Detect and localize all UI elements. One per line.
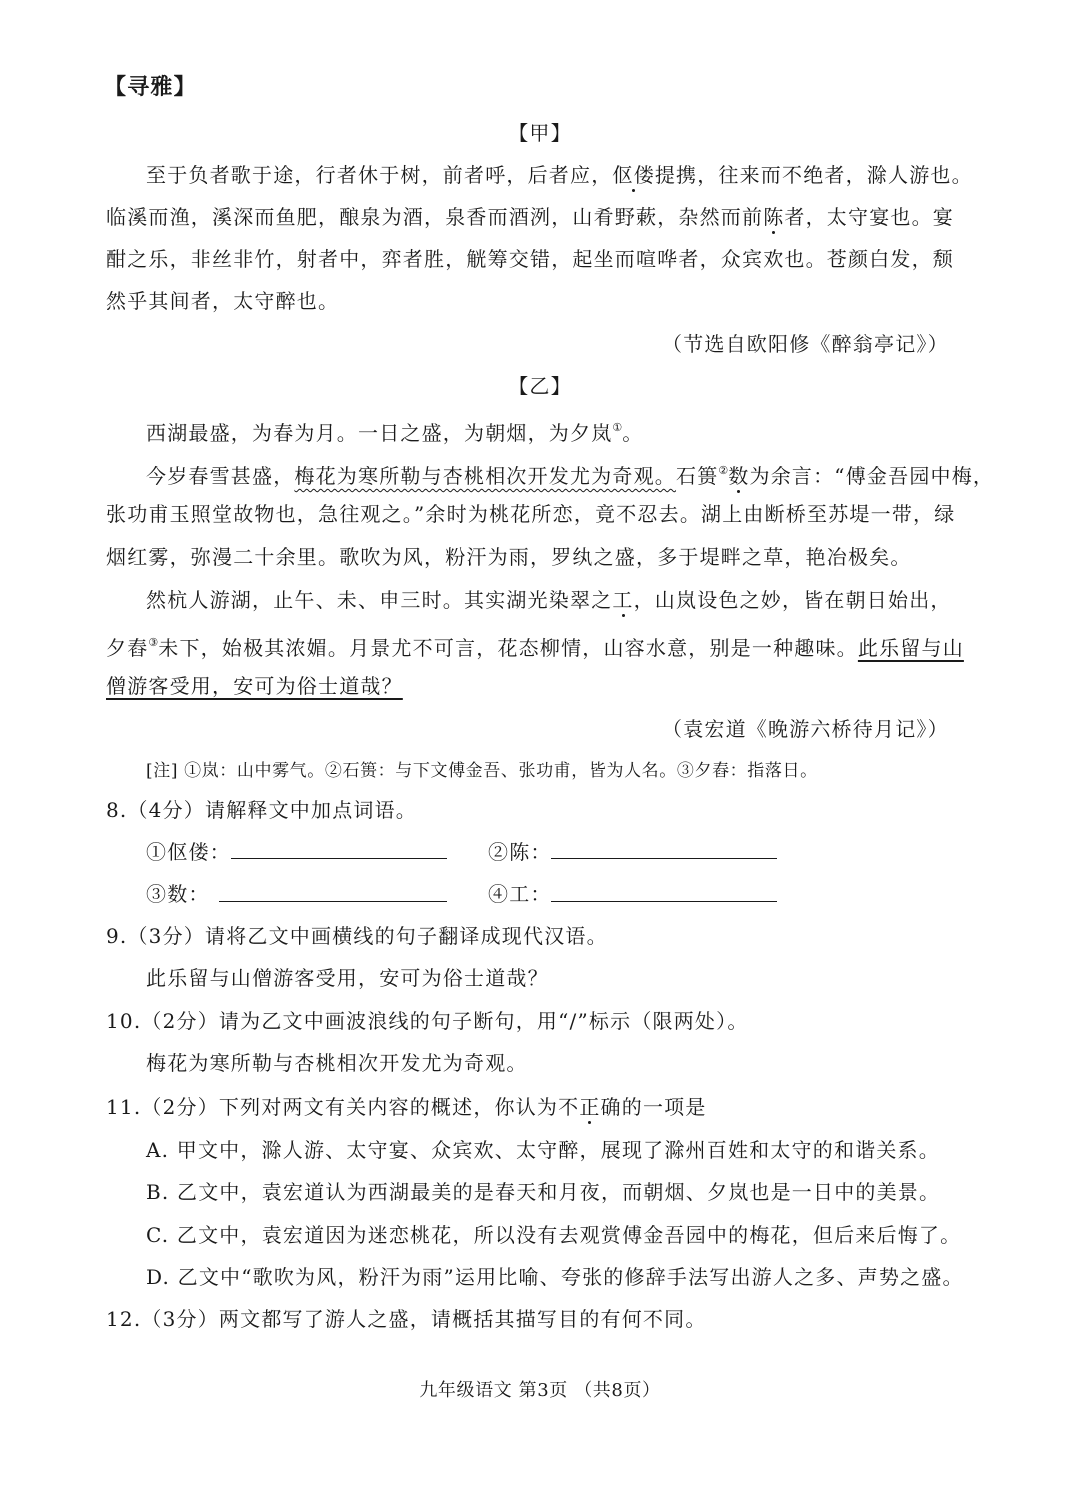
dotted-word-gong: 工	[612, 588, 634, 612]
passage-b-line-1: 西湖最盛，为春为月。一日之盛，为朝烟，为夕岚①。	[146, 421, 644, 445]
wavy-underlined-sentence: 梅花为寒所勒与杏桃相次开发尤为奇观。	[294, 464, 677, 488]
passage-b-line-2: 今岁春雪甚盛，梅花为寒所勒与杏桃相次开发尤为奇观。石篑②数为余言：“傅金吾园中梅，	[146, 464, 995, 488]
q9-sentence: 此乐留与山僧游客受用，安可为俗士道哉？	[146, 966, 549, 990]
passage-b-line-6: 夕舂③未下，始极其浓媚。月景尤不可言，花态柳情，山容水意，别是一种趣味。此乐留与山	[106, 636, 964, 660]
q11-option-c: C. 乙文中，袁宏道因为迷恋桃花，所以没有去观赏傅金吾园中的梅花，但后来后悔了。	[146, 1223, 962, 1247]
passage-a-heading: 【甲】	[508, 121, 572, 145]
q8-item-4-label: ④工：	[488, 882, 552, 906]
q11-option-d: D. 乙文中“歌吹为风，粉汗为雨”运用比喻、夸张的修辞手法写出游人之多、声势之盛。	[146, 1265, 964, 1289]
q8-item-2-blank[interactable]	[551, 858, 777, 859]
q11-option-a: A. 甲文中，滁人游、太守宴、众宾欢、太守醉，展现了滁州百姓和太守的和谐关系。	[146, 1138, 940, 1162]
dotted-word-yulu: 伛偻	[612, 163, 655, 187]
emphasis-not-correct: 不正确	[558, 1095, 622, 1119]
passage-b-heading: 【乙】	[508, 374, 572, 398]
passage-a-line-1: 至于负者歌于途，行者休于树，前者呼，后者应，伛偻提携，往来而不绝者，滁人游也。	[146, 163, 973, 187]
q8-item-3-blank[interactable]	[219, 901, 447, 902]
question-12: 12.（3分）两文都写了游人之盛，请概括其描写目的有何不同。	[106, 1307, 707, 1331]
passage-b-line-5: 然杭人游湖，止午、未、申三时。其实湖光染翠之工，山岚设色之妙，皆在朝日始出，	[146, 588, 952, 612]
q8-item-4-blank[interactable]	[551, 901, 777, 902]
passage-a-line-2: 临溪而渔，溪深而鱼肥，酿泉为酒，泉香而酒洌，山肴野蔌，杂然而前陈者，太守宴也。宴	[106, 205, 955, 229]
q8-item-2-label: ②陈：	[488, 840, 552, 864]
page-footer: 九年级语文 第3页 （共8页）	[419, 1380, 661, 1401]
passage-a-line-3: 酣之乐，非丝非竹，射者中，弈者胜，觥筹交错，起坐而喧哗者，众宾欢也。苍颜白发，颓	[106, 247, 954, 271]
question-10: 10.（2分）请为乙文中画波浪线的句子断句，用“/”标示（限两处）。	[106, 1009, 749, 1033]
underlined-sentence-start: 此乐留与山	[857, 636, 964, 660]
passage-a-line-4: 然乎其间者，太守醉也。	[106, 289, 340, 313]
q8-item-3-label: ③数：	[146, 882, 210, 906]
passage-b-source: （袁宏道《晚游六桥待月记》）	[662, 717, 949, 741]
underlined-sentence-end: 僧游客受用，安可为俗士道哉？	[106, 674, 403, 698]
q10-sentence: 梅花为寒所勒与杏桃相次开发尤为奇观。	[146, 1051, 528, 1075]
passage-b-notes: [注] ①岚：山中雾气。②石篑：与下文傅金吾、张功甫，皆为人名。③夕舂：指落日。	[146, 761, 818, 781]
question-9: 9.（3分）请将乙文中画横线的句子翻译成现代汉语。	[106, 924, 608, 948]
q8-item-1-label: ①伛偻：	[146, 840, 231, 864]
q11-option-b: B. 乙文中，袁宏道认为西湖最美的是春天和月夜，而朝烟、夕岚也是一日中的美景。	[146, 1180, 941, 1204]
q8-item-1-blank[interactable]	[231, 858, 447, 859]
section-title: 【寻雅】	[104, 75, 197, 100]
question-11: 11.（2分）下列对两文有关内容的概述，你认为不正确的一项是	[106, 1095, 707, 1119]
passage-b-line-4: 烟红雾，弥漫二十余里。歌吹为风，粉汗为雨，罗纨之盛，多于堤畔之草，艳冶极矣。	[106, 545, 912, 569]
dotted-word-chen: 陈	[763, 205, 785, 229]
passage-a-source: （节选自欧阳修《醉翁亭记》）	[662, 332, 949, 356]
passage-b-line-7	[106, 672, 403, 700]
question-8: 8.（4分）请解释文中加点词语。	[106, 798, 418, 822]
dotted-word-shuo: 数	[728, 464, 750, 488]
passage-b-line-3: 张功甫玉照堂故物也，急往观之。”余时为桃花所恋，竟不忍去。湖上由断桥至苏堤一带，绿	[106, 502, 956, 526]
